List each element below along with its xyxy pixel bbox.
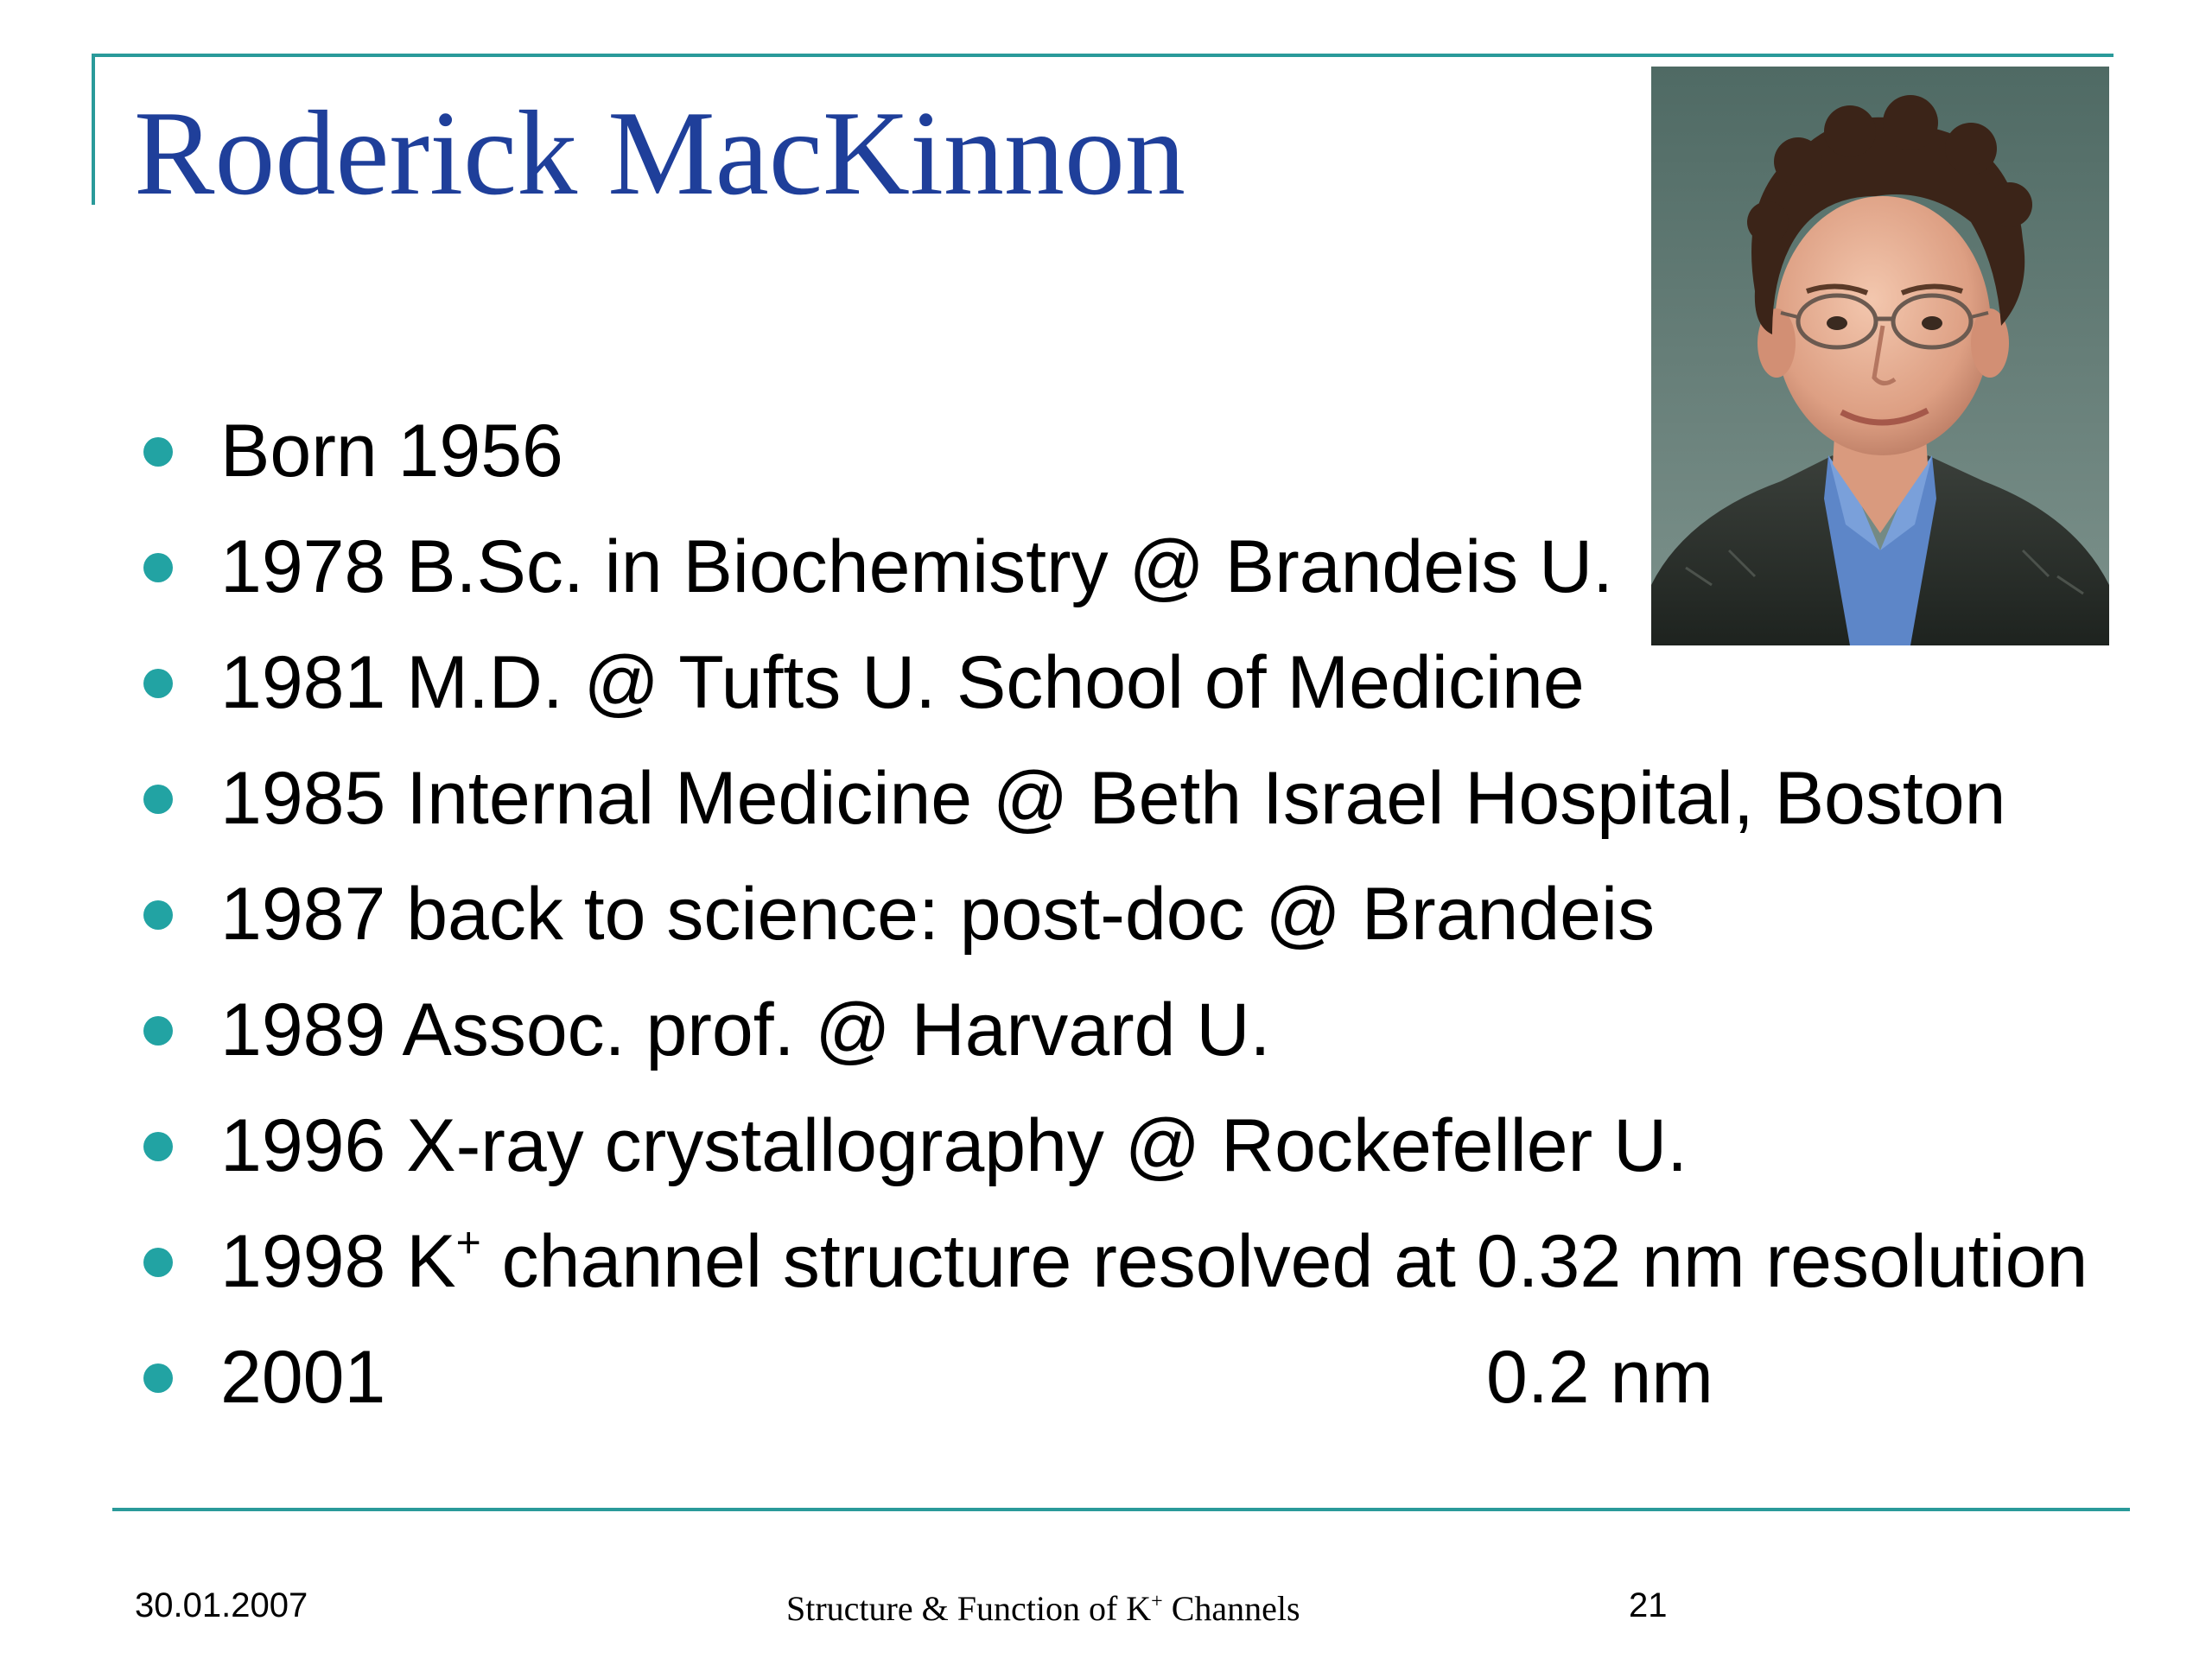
- footer-title: [786, 1588, 1300, 1629]
- list-item: [138, 982, 2126, 1077]
- bullet-dot: [143, 1248, 173, 1277]
- bullet-dot: [143, 553, 173, 582]
- bullet-right-text: 0.2 nm: [1486, 1336, 1713, 1419]
- footer-title-after: Channels: [1162, 1589, 1300, 1628]
- bullet-dot: [143, 1132, 173, 1161]
- list-item: [138, 1098, 2126, 1193]
- bullet-dot: [143, 1363, 173, 1393]
- bullet-dot: [143, 900, 173, 930]
- bullet-dot: [143, 785, 173, 814]
- bullet-text: Born 1956: [220, 410, 563, 493]
- bullet-text: 1987 back to science: post-doc @ Brandeis: [220, 873, 1656, 956]
- bullet-text-after: channel structure resolved at 0.32 nm resolution: [480, 1220, 2088, 1303]
- bullet-dot: [143, 1016, 173, 1046]
- bullet-text: 2001: [220, 1336, 386, 1419]
- footer-date: 30.01.2007: [135, 1586, 308, 1624]
- list-item: [138, 1214, 2126, 1309]
- bullet-text: 1996 X-ray crystallography @ Rockefeller U.: [220, 1104, 1688, 1187]
- list-item: [138, 867, 2126, 962]
- list-item: [138, 404, 2126, 499]
- bullet-text: 1981 M.D. @ Tufts U. School of Medicine: [220, 641, 1585, 724]
- bullet-text-before: 1998 K: [220, 1220, 456, 1303]
- bullet-text: 1989 Assoc. prof. @ Harvard U.: [220, 988, 1271, 1071]
- list-item: [138, 635, 2126, 730]
- list-item: [138, 751, 2126, 846]
- list-item: [138, 1330, 2126, 1425]
- footer-title-before: Structure & Function of K: [786, 1589, 1152, 1628]
- list-item: [138, 519, 2126, 614]
- bullet-text: [220, 1214, 2088, 1309]
- bullet-text: 1978 B.Sc. in Biochemistry @ Brandeis U.: [220, 525, 1614, 608]
- superscript-plus: +: [455, 1218, 481, 1268]
- bullet-dot: [143, 669, 173, 698]
- bullet-text: 1985 Internal Medicine @ Beth Israel Hospital, Boston: [220, 757, 2006, 840]
- slide-title: Roderick MacKinnon: [134, 86, 1185, 220]
- bullet-dot: [143, 437, 173, 467]
- footer-rule: [112, 1508, 2130, 1511]
- page-number: 21: [1629, 1586, 1668, 1624]
- footer-superscript: +: [1151, 1590, 1163, 1613]
